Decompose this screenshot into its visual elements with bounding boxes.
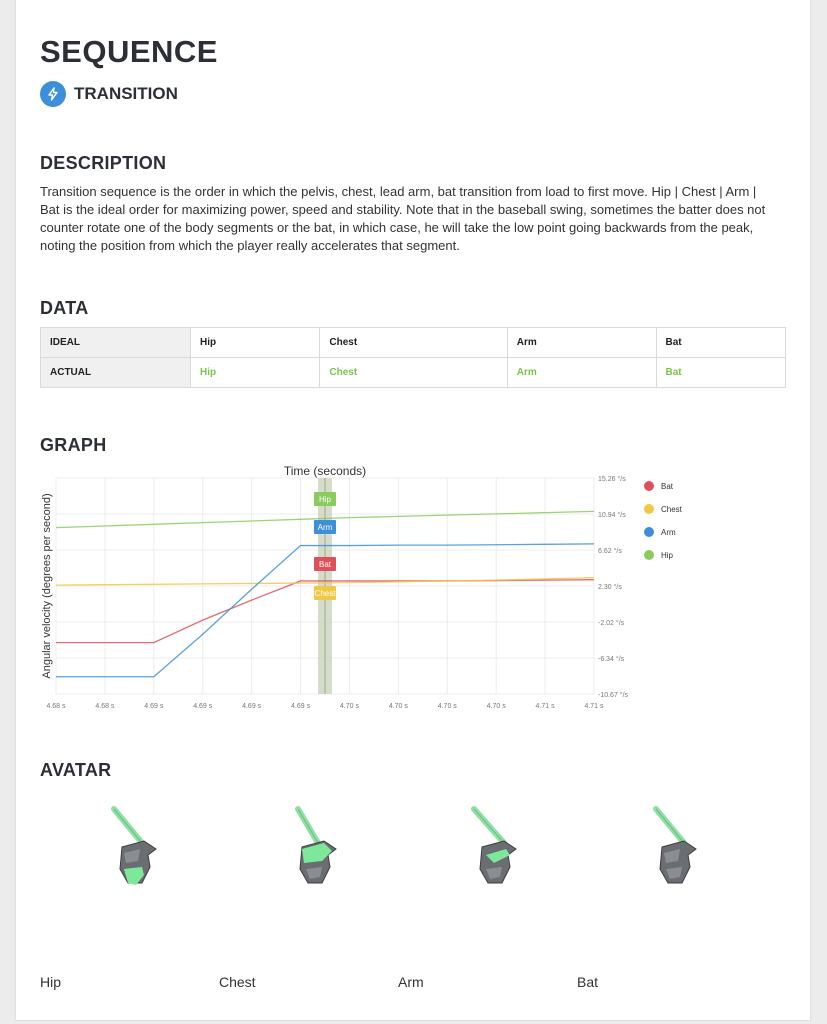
table-cell: Chest	[320, 328, 507, 358]
marker-label: Chest	[314, 589, 336, 598]
legend-label: Bat	[661, 482, 674, 491]
avatar-hip-highlight-icon	[104, 805, 174, 895]
legend-dot-hip	[644, 550, 654, 560]
legend-dot-arm	[644, 527, 654, 537]
table-row-actual	[41, 358, 786, 388]
table-row-ideal	[41, 328, 786, 358]
avatar-chest-highlight-icon	[284, 805, 354, 895]
y-tick-label: -6.34 °/s	[598, 656, 625, 663]
row-label: IDEAL	[41, 328, 191, 358]
y-tick-label: -2.02 °/s	[598, 620, 625, 627]
sequence-table	[40, 327, 786, 388]
row-label: ACTUAL	[41, 358, 191, 388]
table-cell: Hip	[191, 328, 320, 358]
x-tick-label: 4.71 s	[535, 703, 555, 710]
x-tick-label: 4.70 s	[437, 703, 457, 710]
x-tick-label: 4.70 s	[339, 703, 359, 710]
table-cell: Bat	[656, 328, 786, 358]
table-cell: Hip	[191, 358, 320, 388]
x-tick-label: 4.70 s	[486, 703, 506, 710]
y-tick-label: 15.26 °/s	[598, 476, 626, 483]
x-tick-label: 4.71 s	[584, 703, 604, 710]
legend-dot-chest	[644, 504, 654, 514]
chart-title: Time (seconds)	[283, 464, 367, 478]
table-cell: Bat	[656, 358, 786, 388]
legend-dot-bat	[644, 481, 654, 491]
marker-label: Hip	[318, 495, 332, 504]
graph-heading: GRAPH	[40, 435, 107, 455]
y-tick-label: 10.94 °/s	[598, 512, 626, 519]
x-tick-label: 4.69 s	[144, 703, 164, 710]
table-cell: Arm	[507, 328, 656, 358]
avatar-heading: AVATAR	[40, 760, 112, 780]
x-tick-label: 4.68 s	[46, 703, 66, 710]
y-tick-label: -10.67 °/s	[598, 692, 629, 699]
legend-label: Arm	[661, 528, 676, 537]
x-tick-label: 4.70 s	[388, 703, 408, 710]
x-tick-label: 4.68 s	[95, 703, 115, 710]
table-cell: Chest	[320, 358, 507, 388]
y-tick-label: 2.30 °/s	[598, 584, 622, 591]
table-cell: Arm	[507, 358, 656, 388]
page-title: SEQUENCE	[40, 34, 218, 69]
marker-label: Bat	[318, 560, 332, 569]
x-tick-label: 4.69 s	[291, 703, 311, 710]
y-axis-label: Angular velocity (degrees per second)	[41, 493, 53, 679]
avatar-label-arm: Arm	[398, 974, 424, 990]
page-subtitle: TRANSITION	[74, 84, 178, 103]
subtitle-row	[40, 80, 178, 108]
description-text: Transition sequence is the order in which the pelvis, chest, lead arm, bat transition from load to first move. Hip | Chest | Arm | Bat is the ideal order for maximizing power, speed and stability. Note that in the baseball swing, sometimes the batter does not counter rotate one of the body segments or the bat, in which case, he will take the low point going backwards from the peak, noting the position from which the player really accelerates that segment.	[40, 184, 766, 253]
avatar-arm-highlight-icon	[464, 805, 534, 895]
legend-label: Chest	[661, 505, 682, 514]
velocity-chart	[16, 458, 810, 718]
x-tick-label: 4.69 s	[242, 703, 262, 710]
report-page	[16, 0, 810, 1020]
lightning-icon	[40, 81, 66, 107]
avatar-label-bat: Bat	[577, 974, 599, 990]
x-tick-label: 4.69 s	[193, 703, 213, 710]
marker-label: Arm	[317, 523, 333, 532]
data-heading: DATA	[40, 298, 89, 318]
avatar-bat-highlight-icon	[644, 805, 714, 895]
avatar-label-chest: Chest	[219, 974, 256, 990]
y-tick-label: 6.62 °/s	[598, 548, 622, 555]
avatar-label-hip: Hip	[40, 974, 62, 990]
legend-label: Hip	[661, 551, 674, 560]
description-heading: DESCRIPTION	[40, 153, 167, 173]
